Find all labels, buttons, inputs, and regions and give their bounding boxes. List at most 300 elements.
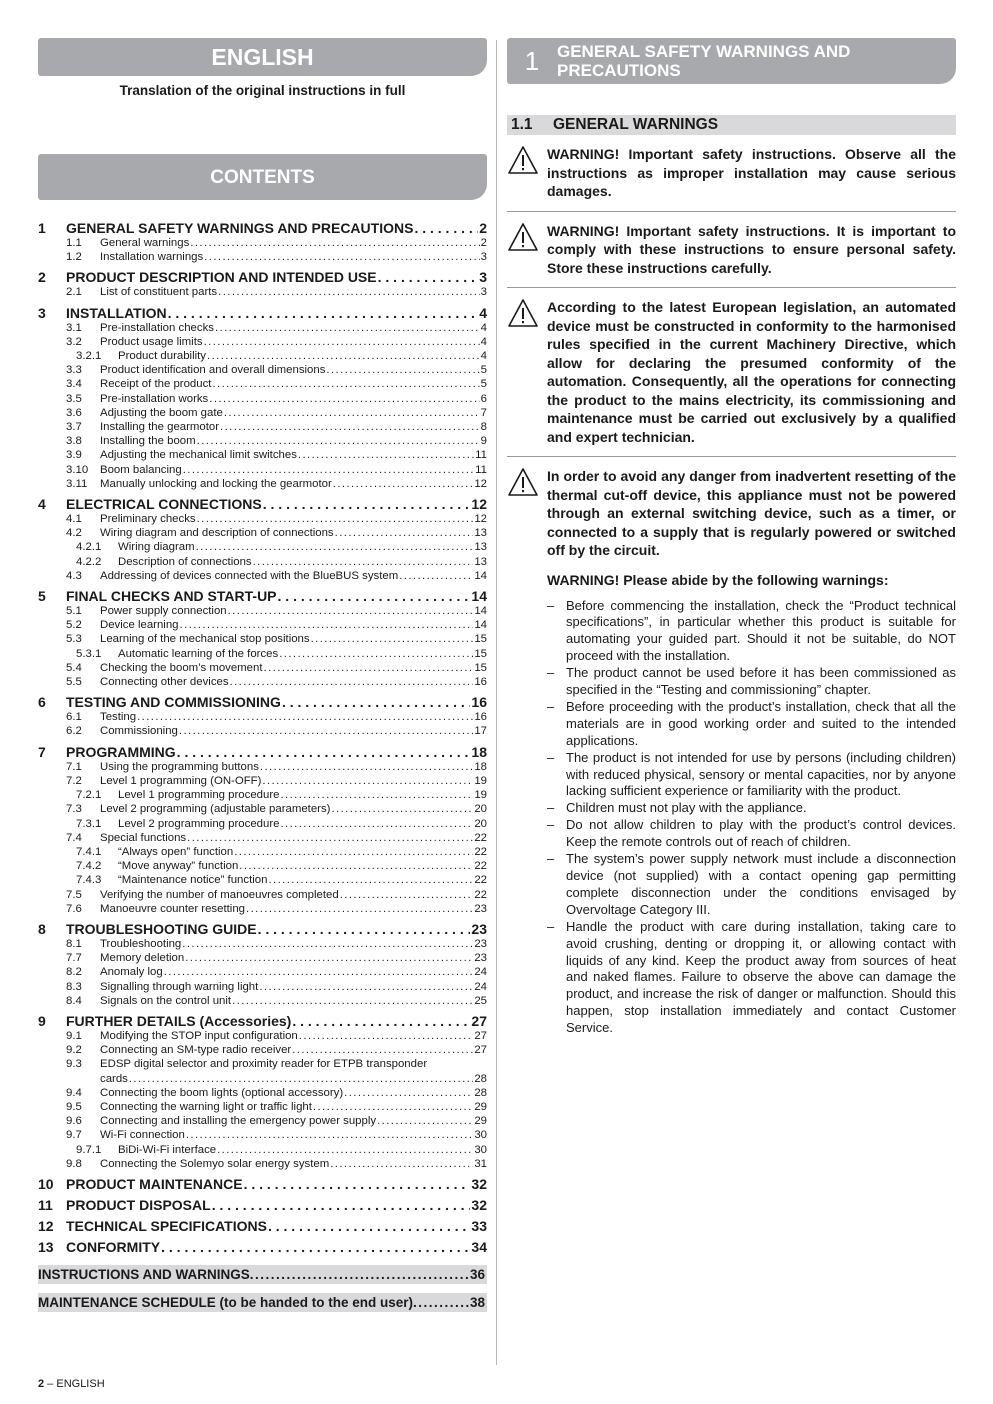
toc-entry — [38, 496, 487, 512]
toc-entry-title: FURTHER DETAILS (Accessories) — [66, 1012, 292, 1029]
toc-entry-page: 11 — [475, 449, 487, 462]
toc-entry-page: 11 — [475, 463, 487, 476]
warnings-list — [507, 145, 956, 570]
toc-entry-number: 3 — [38, 304, 46, 321]
toc-entry-title: Wi-Fi connection — [100, 1129, 185, 1142]
warning-text: WARNING! Important safety instructions. Observe all the instructions as improper installation may cause serious damages. — [547, 146, 956, 199]
toc-extra-page: 38 — [469, 1294, 485, 1310]
toc-entry — [38, 363, 487, 377]
toc-entry-title: Power supply connection — [100, 605, 227, 618]
toc-extra-page: 36 — [469, 1266, 485, 1282]
toc-entry — [38, 1057, 487, 1071]
toc-entry-title: Addressing of devices connected with the BlueBUS system — [100, 569, 399, 582]
toc-entry-page: 7 — [480, 406, 487, 419]
toc-entry-page: 12 — [474, 477, 487, 490]
bullet-item: – Before commencing the installation, check the “Product technical specifications”, in particular whether this product is suitable for automating your guided part. Should it not be suitable, do NOT proceed with the installation. — [547, 598, 956, 666]
toc-leader-dots — [311, 632, 474, 646]
toc-entry — [38, 569, 487, 583]
toc-entry-page: 12 — [474, 513, 487, 526]
toc-leader-dots — [179, 724, 473, 738]
toc-leader-dots — [224, 406, 480, 420]
toc-leader-dots — [278, 588, 471, 604]
page-footer — [38, 1378, 105, 1390]
toc-leader-dots — [232, 994, 473, 1008]
toc-entry-title: Modifying the STOP input configuration — [100, 1029, 298, 1042]
toc-entry-number: 5.3.1 — [76, 647, 102, 660]
toc-entry-title: Level 1 programming (ON-OFF) — [100, 774, 262, 787]
toc-entry-title: Level 1 programming procedure — [118, 789, 280, 802]
toc-entry-number: 7.4 — [66, 831, 82, 844]
toc-leader-dots — [331, 802, 473, 816]
toc-entry-page: 22 — [474, 860, 487, 873]
toc-entry — [38, 937, 487, 951]
toc-entry-page: 24 — [474, 966, 487, 979]
toc-entry-page: 32 — [471, 1196, 487, 1213]
toc-entry — [38, 1013, 487, 1029]
toc-entry-title: Signalling through warning light — [100, 980, 259, 993]
toc-entry-page: 23 — [474, 902, 487, 915]
toc-entry — [38, 588, 487, 604]
toc-extra-rows — [38, 1265, 487, 1312]
toc-leader-dots — [330, 1157, 473, 1171]
toc-entry — [38, 661, 487, 675]
toc-entry — [38, 448, 487, 462]
toc-entry — [38, 888, 487, 902]
toc-entry-title: Anomaly log — [100, 966, 163, 979]
toc-entry-page: 28 — [474, 1086, 487, 1099]
toc-entry-number: 4.1 — [66, 513, 82, 526]
toc-entry-title: GENERAL SAFETY WARNINGS AND PRECAUTIONS — [66, 220, 414, 236]
toc-entry-title: Product usage limits — [100, 335, 203, 348]
toc-entry-number: 9.8 — [66, 1157, 82, 1170]
toc-entry-title: Connecting the Solemyo solar energy system — [100, 1157, 330, 1170]
toc-leader-dots — [209, 392, 479, 406]
toc-entry-number: 3.1 — [66, 321, 82, 334]
toc-entry-page: 5 — [480, 364, 487, 377]
toc-entry-title: General warnings — [100, 237, 190, 249]
section-number: 1.1 — [511, 116, 533, 133]
toc-leader-dots — [204, 250, 479, 264]
toc-leader-dots — [262, 774, 473, 788]
toc-entry-title: Using the programming buttons — [100, 760, 259, 773]
toc-entry-title: TESTING AND COMMISSIONING — [66, 694, 281, 711]
toc-entry-number: 3.6 — [66, 406, 82, 419]
toc-entry — [38, 1157, 487, 1171]
toc-entry-page: 22 — [474, 845, 487, 858]
toc-entry-title: PRODUCT MAINTENANCE — [66, 1175, 243, 1192]
toc-entry — [38, 744, 487, 760]
toc-leader-dots — [220, 420, 480, 434]
toc-entry — [38, 1029, 487, 1043]
toc-entry-title: Installation warnings — [100, 251, 204, 264]
toc-entry-number: 7.3 — [66, 803, 82, 816]
warning-block — [507, 222, 956, 289]
toc-entry-page: 14 — [474, 569, 487, 582]
toc-entry-title: Installing the boom — [100, 435, 196, 448]
toc-entry-page: 34 — [471, 1238, 487, 1255]
toc-entry — [38, 675, 487, 689]
toc-leader-dots — [161, 1239, 470, 1255]
toc-entry-title: INSTALLATION — [66, 304, 167, 321]
toc-entry-number: 5.4 — [66, 661, 82, 674]
toc-entry-title-continued: cards — [100, 1072, 128, 1085]
toc-entry-number: 10 — [38, 1175, 54, 1192]
toc-entry-title: Signals on the control unit — [100, 994, 232, 1007]
toc-entry-page: 8 — [480, 421, 487, 434]
section-heading — [507, 115, 956, 135]
toc-entry-title: Pre-installation works — [100, 392, 209, 405]
toc-leader-dots — [282, 694, 470, 710]
toc-entry-page: 5 — [480, 378, 487, 391]
toc-leader-dots — [250, 1265, 470, 1284]
toc-entry-number: 3.11 — [66, 477, 88, 490]
toc-entry-number: 2.1 — [66, 286, 82, 299]
toc-entry — [38, 831, 487, 845]
toc-leader-dots — [259, 980, 473, 994]
toc-leader-dots — [280, 817, 473, 831]
warning-text: WARNING! Important safety instructions. It is important to comply with these instructions to ensure personal safety. Store these instructions carefully. — [547, 222, 956, 276]
toc-entry-title: “Maintenance notice” function — [118, 874, 268, 887]
toc-leader-dots — [298, 448, 474, 462]
toc-entry-title: “Always open” function — [118, 845, 234, 858]
toc-entry — [38, 392, 487, 406]
bullet-item: – Before proceeding with the product’s installation, check that all the materials are in good working order and suited to the intended applications. — [547, 699, 956, 750]
toc-entry-number: 7.1 — [66, 760, 82, 773]
toc-entry-page: 24 — [474, 980, 487, 993]
left-column — [38, 38, 487, 1312]
warning-bullets — [547, 598, 956, 1038]
toc-entry-title: PRODUCT DESCRIPTION AND INTENDED USE — [66, 269, 377, 286]
toc-leader-dots — [244, 1176, 471, 1192]
toc-entry-number: 8.2 — [66, 966, 82, 979]
toc-entry — [38, 951, 487, 965]
toc-entry — [38, 788, 487, 802]
toc-entry-number: 7.4.3 — [76, 874, 102, 887]
toc-extra-title: MAINTENANCE SCHEDULE (to be handed to the end user) — [38, 1294, 414, 1310]
toc-entry-page: 16 — [474, 711, 487, 724]
toc-entry-title: Device learning — [100, 619, 179, 632]
toc-entry-page: 22 — [474, 874, 487, 887]
bullet-item: – The system’s power supply network must include a disconnection device (not supplied) with a contact opening gap permitting complete disconnection under the conditions envisaged by Overvoltage Category III. — [547, 851, 956, 919]
chapter-banner — [507, 38, 956, 84]
toc-leader-dots — [212, 377, 479, 391]
toc-entry-page: 18 — [471, 743, 487, 760]
toc-entry-page: 32 — [471, 1175, 487, 1192]
toc-entry-page: 29 — [474, 1100, 487, 1113]
toc-leader-dots — [333, 477, 474, 491]
toc-entry-page: 22 — [474, 888, 487, 901]
toc-entry — [38, 420, 487, 434]
toc-entry-number: 8.4 — [66, 994, 82, 1007]
toc-entry-page: 12 — [471, 496, 487, 513]
translation-subtitle: Translation of the original instructions in full — [119, 83, 406, 98]
toc-leader-dots — [230, 675, 474, 689]
toc-entry-page: 3 — [480, 286, 487, 299]
toc-leader-dots — [185, 951, 473, 965]
toc-entry-page: 33 — [471, 1217, 487, 1234]
toc-entry-page: 3 — [479, 269, 487, 286]
toc-entry-page: 23 — [474, 937, 487, 950]
toc-entry-page: 22 — [474, 831, 487, 844]
toc-entry-title: Wiring diagram — [118, 541, 195, 554]
toc-entry — [38, 694, 487, 710]
warning-block — [507, 467, 956, 570]
toc-entry — [38, 285, 487, 299]
toc-entry-title: Receipt of the product — [100, 378, 212, 391]
chapter-number: 1 — [524, 45, 540, 76]
toc-entry-title: CONFORMITY — [66, 1238, 161, 1255]
toc-entry-number: 4.2.1 — [76, 541, 102, 554]
toc-entry — [38, 377, 487, 391]
toc-entry-title: TROUBLESHOOTING GUIDE — [66, 920, 257, 937]
toc-entry-title: List of constituent parts — [100, 286, 218, 299]
toc-entry-number: 3.2 — [66, 335, 82, 348]
toc-entry-number: 7.7 — [66, 952, 82, 965]
toc-entry-title: Memory deletion — [100, 952, 185, 965]
toc-entry-number: 9.2 — [66, 1044, 82, 1057]
toc-leader-dots — [313, 1100, 473, 1114]
column-divider — [496, 40, 497, 1365]
toc-entry-number: 1.2 — [66, 251, 82, 264]
chapter-title: GENERAL SAFETY WARNINGS AND PRECAUTIONS — [557, 42, 851, 80]
toc-entry-page: 27 — [474, 1029, 487, 1042]
toc-entry-title: PROGRAMMING — [66, 743, 176, 760]
toc-entry — [38, 512, 487, 526]
toc-leader-dots — [190, 236, 479, 250]
bullet-item: – The product cannot be used before it has been commissioned as specified in the “Testing and commissioning” chapter. — [547, 665, 956, 699]
toc-entry-page: 16 — [471, 694, 487, 711]
toc-entry-number: 7 — [38, 743, 46, 760]
toc-entry-number: 7.4.2 — [76, 860, 102, 873]
toc-entry-page: 4 — [480, 350, 487, 363]
toc-entry-title: Adjusting the mechanical limit switches — [100, 449, 297, 462]
toc-entry-page: 17 — [474, 725, 487, 738]
toc-entry-number: 6 — [38, 694, 46, 711]
toc-leader-dots — [168, 305, 479, 321]
toc-leader-dots — [292, 1043, 473, 1057]
toc-extra-row — [38, 1293, 487, 1312]
toc-entry-page: 13 — [474, 555, 487, 568]
toc-leader-dots — [264, 661, 474, 675]
toc-entry-number: 5.3 — [66, 633, 82, 646]
warning-triangle-icon — [507, 145, 547, 201]
toc-entry — [38, 632, 487, 646]
toc-entry — [38, 305, 487, 321]
toc-entry — [38, 1239, 487, 1255]
toc-entry — [38, 710, 487, 724]
toc-leader-dots — [413, 1293, 470, 1312]
toc-leader-dots — [187, 831, 473, 845]
toc-leader-dots — [207, 349, 480, 363]
toc-entry — [38, 463, 487, 477]
toc-entry-page: 13 — [474, 541, 487, 554]
toc-entry-number: 9.6 — [66, 1115, 82, 1128]
toc-leader-dots — [183, 463, 474, 477]
toc-leader-dots — [292, 1013, 470, 1029]
toc-entry-number: 3.10 — [66, 463, 89, 476]
table-of-contents — [38, 220, 487, 1255]
toc-entry — [38, 980, 487, 994]
toc-entry-number: 8.1 — [66, 937, 82, 950]
toc-entry-page: 3 — [480, 251, 487, 264]
abide-heading: WARNING! Please abide by the following warnings: — [547, 571, 889, 588]
page-number: 2 — [38, 1378, 45, 1390]
toc-leader-dots — [280, 788, 473, 802]
toc-entry-title: “Move anyway” function — [118, 860, 239, 873]
toc-entry — [38, 817, 487, 831]
right-column — [507, 38, 956, 1037]
toc-leader-dots — [239, 859, 473, 873]
toc-entry-number: 4.2.2 — [76, 555, 102, 568]
toc-entry-title: Learning of the mechanical stop positions — [100, 633, 310, 646]
toc-entry-number: 5.2 — [66, 619, 82, 632]
toc-leader-dots — [335, 526, 474, 540]
toc-entry — [38, 802, 487, 816]
toc-entry-page: 6 — [480, 392, 487, 405]
toc-entry — [38, 434, 487, 448]
toc-leader-dots — [137, 710, 473, 724]
toc-entry-title: Connecting an SM-type radio receiver — [100, 1044, 292, 1057]
toc-entry-number: 1 — [38, 220, 46, 236]
toc-entry-title: Testing — [100, 711, 137, 724]
toc-entry-number: 9 — [38, 1012, 46, 1029]
toc-entry-number: 3.9 — [66, 449, 82, 462]
toc-entry — [38, 965, 487, 979]
toc-leader-dots — [196, 540, 474, 554]
footer-language: – ENGLISH — [44, 1378, 105, 1390]
toc-entry — [38, 477, 487, 491]
toc-entry-page: 19 — [474, 789, 487, 802]
toc-entry-page: 4 — [480, 321, 487, 334]
toc-leader-dots — [263, 496, 471, 512]
toc-entry — [38, 406, 487, 420]
toc-entry — [38, 555, 487, 569]
toc-entry-page: 13 — [474, 527, 487, 540]
toc-entry — [38, 1128, 487, 1142]
toc-entry-page: 15 — [474, 633, 487, 646]
toc-entry — [38, 647, 487, 661]
toc-entry-number: 5 — [38, 588, 46, 605]
toc-entry-number: 7.2.1 — [76, 789, 102, 802]
toc-entry — [38, 335, 487, 349]
toc-entry-page: 25 — [474, 994, 487, 1007]
toc-leader-dots — [197, 512, 474, 526]
toc-leader-dots — [180, 618, 474, 632]
toc-leader-dots — [217, 1143, 473, 1157]
toc-leader-dots — [279, 647, 473, 661]
bullet-item: – Do not allow children to play with the product’s control devices. Keep the remote controls out of reach of children. — [547, 817, 956, 851]
warning-block — [507, 298, 956, 457]
toc-entry-page: 14 — [474, 605, 487, 618]
toc-entry-number: 9.7.1 — [76, 1143, 102, 1156]
toc-entry-number: 11 — [38, 1196, 53, 1213]
toc-entry-title: Verifying the number of manoeuvres completed — [100, 888, 339, 901]
toc-entry — [38, 236, 487, 250]
toc-entry-page: 4 — [479, 304, 487, 321]
toc-entry-title: Manually unlocking and locking the gearmotor — [100, 477, 332, 490]
toc-entry-number: 7.2 — [66, 774, 82, 787]
warning-triangle-icon — [507, 298, 547, 446]
toc-entry — [38, 760, 487, 774]
toc-entry — [38, 774, 487, 788]
toc-entry-title: Checking the boom’s movement — [100, 661, 263, 674]
toc-entry-title: Connecting the boom lights (optional accessory) — [100, 1086, 344, 1099]
toc-entry-title: Troubleshooting — [100, 937, 182, 950]
toc-leader-dots — [186, 1128, 474, 1142]
toc-entry-number: 3.3 — [66, 364, 82, 377]
toc-entry-page: 20 — [474, 817, 487, 830]
toc-entry-title: Wiring diagram and description of connections — [100, 527, 334, 540]
toc-entry-number: 13 — [38, 1238, 54, 1255]
toc-entry-title: Product durability — [118, 350, 207, 363]
toc-entry-title: Level 2 programming (adjustable parameters) — [100, 803, 331, 816]
toc-entry-page: 16 — [474, 676, 487, 689]
toc-entry-number: 9.4 — [66, 1086, 82, 1099]
toc-entry — [38, 540, 487, 554]
toc-entry-number: 5.5 — [66, 676, 82, 689]
toc-entry-number: 5.1 — [66, 605, 82, 618]
toc-entry — [38, 1114, 487, 1128]
toc-entry-number: 3.4 — [66, 378, 82, 391]
bullet-item: – Handle the product with care during installation, taking care to avoid crushing, denting or dropping it, or allowing contact with liquids of any kind. Keep the product away from sources of heat and naked flames. Failure to observe the above can damage the product, and increase the risk of danger or malfunction. Should this happen, stop installation immediately and contact Customer Service. — [547, 919, 956, 1037]
toc-leader-dots — [253, 555, 474, 569]
toc-entry-page: 29 — [474, 1115, 487, 1128]
bullet-item: – The product is not intended for use by persons (including children) with reduced physical, sensory or mental capacities, nor by anyone lacking sufficient experience or familiarity with the product. — [547, 750, 956, 801]
toc-entry — [38, 724, 487, 738]
toc-entry-page: 15 — [474, 647, 487, 660]
toc-entry-number: 4 — [38, 496, 46, 513]
toc-entry — [38, 1143, 487, 1157]
toc-entry — [38, 250, 487, 264]
toc-entry-page: 28 — [474, 1072, 487, 1085]
section-title: GENERAL WARNINGS — [553, 116, 719, 133]
toc-leader-dots — [268, 873, 473, 887]
warning-text: According to the latest European legislation, an automated device must be constructed in conformity to the harmonised rules specified in the current Machinery Directive, which allow for declaring the presumed conformity of the automation. Consequently, all the operations for connecting the product to the mains electricity, its commissioning and maintenance must be carried out exclusively by a qualified and expert technician. — [547, 299, 956, 445]
toc-entry — [38, 526, 487, 540]
toc-entry-number: 4.3 — [66, 569, 82, 582]
warning-triangle-icon — [507, 222, 547, 278]
toc-entry-number: 1.1 — [66, 237, 82, 249]
toc-entry-number: 3.8 — [66, 435, 82, 448]
toc-entry — [38, 859, 487, 873]
toc-entry-page: 18 — [474, 760, 487, 773]
toc-entry-number: 6.2 — [66, 725, 82, 738]
toc-entry-page: 30 — [474, 1129, 487, 1142]
toc-leader-dots — [177, 744, 471, 760]
toc-entry — [38, 1100, 487, 1114]
toc-entry-page: 30 — [474, 1143, 487, 1156]
toc-entry-page: 23 — [474, 952, 487, 965]
bullet-item: – Children must not play with the appliance. — [547, 800, 956, 817]
toc-leader-dots — [215, 321, 480, 335]
toc-entry — [38, 220, 487, 236]
toc-entry-title: Connecting other devices — [100, 676, 229, 689]
toc-entry-page: 2 — [480, 237, 487, 249]
toc-entry — [38, 1176, 487, 1192]
toc-entry-title: Adjusting the boom gate — [100, 406, 223, 419]
toc-entry-title: Connecting the warning light or traffic light — [100, 1100, 312, 1113]
toc-entry-page: 20 — [474, 803, 487, 816]
toc-leader-dots — [164, 965, 474, 979]
toc-leader-dots — [340, 888, 474, 902]
language-banner: ENGLISH — [38, 38, 487, 76]
toc-entry-title: PRODUCT DISPOSAL — [66, 1196, 211, 1213]
toc-entry-number: 12 — [38, 1217, 54, 1234]
toc-entry-title: Product identification and overall dimensions — [100, 364, 326, 377]
toc-leader-dots — [218, 285, 480, 299]
toc-entry-title: Description of connections — [118, 555, 252, 568]
toc-entry-title: Boom balancing — [100, 463, 182, 476]
